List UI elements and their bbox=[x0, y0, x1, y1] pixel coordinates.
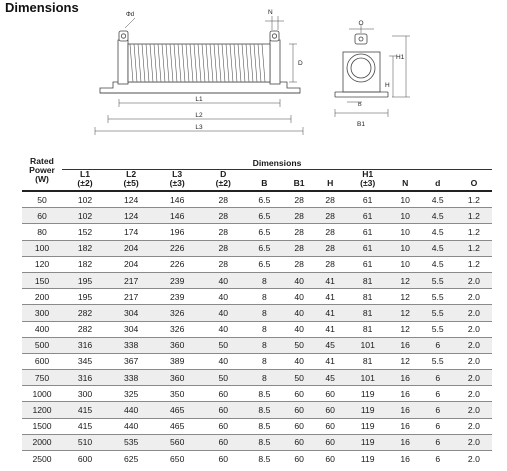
dimension-cell: 40 bbox=[200, 289, 246, 305]
rated-power-cell: 120 bbox=[22, 256, 62, 272]
dimension-cell: 5.5 bbox=[420, 272, 456, 288]
table-row bbox=[22, 353, 492, 369]
column-header bbox=[420, 170, 456, 192]
dimension-cell: 2.0 bbox=[456, 418, 492, 434]
dimension-cell: 5.5 bbox=[420, 289, 456, 305]
dimension-cell: 119 bbox=[345, 402, 391, 418]
dimension-cell: 12 bbox=[391, 305, 420, 321]
dimension-cell: 367 bbox=[108, 353, 154, 369]
dimension-cell: 2.0 bbox=[456, 402, 492, 418]
column-header-label: O bbox=[470, 178, 478, 188]
dimension-cell: 40 bbox=[200, 353, 246, 369]
rated-power-cell: 750 bbox=[22, 370, 62, 386]
dimension-cell: 146 bbox=[154, 208, 200, 224]
dimension-cell: 1.2 bbox=[456, 256, 492, 272]
dimension-cell: 282 bbox=[62, 305, 108, 321]
label-l2: L2 bbox=[195, 112, 203, 119]
dimension-cell: 28 bbox=[316, 224, 345, 240]
label-n-side: N bbox=[268, 9, 273, 16]
dimension-cell: 650 bbox=[154, 451, 200, 467]
dimension-cell: 152 bbox=[62, 224, 108, 240]
dimension-cell: 8.5 bbox=[246, 402, 282, 418]
dimension-cell: 4.5 bbox=[420, 208, 456, 224]
power-header-line: Power bbox=[29, 165, 55, 175]
dimension-cell: 28 bbox=[200, 256, 246, 272]
dimension-cell: 40 bbox=[282, 321, 315, 337]
dimension-cell: 1.2 bbox=[456, 240, 492, 256]
table-row bbox=[22, 240, 492, 256]
rated-power-cell: 100 bbox=[22, 240, 62, 256]
dimension-cell: 28 bbox=[200, 191, 246, 208]
dimension-cell: 16 bbox=[391, 402, 420, 418]
dimension-cell: 16 bbox=[391, 386, 420, 402]
dimension-cell: 239 bbox=[154, 272, 200, 288]
dimension-cell: 41 bbox=[316, 305, 345, 321]
dimension-cell: 195 bbox=[62, 272, 108, 288]
dimension-cell: 81 bbox=[345, 321, 391, 337]
dimension-cell: 41 bbox=[316, 272, 345, 288]
dimension-cell: 226 bbox=[154, 240, 200, 256]
column-header bbox=[345, 170, 391, 192]
dimension-cell: 50 bbox=[282, 337, 315, 353]
dimension-cell: 8 bbox=[246, 321, 282, 337]
column-header bbox=[316, 170, 345, 192]
dimension-cell: 510 bbox=[62, 434, 108, 450]
label-d: D bbox=[298, 60, 303, 67]
dimension-cell: 40 bbox=[282, 289, 315, 305]
rated-power-cell: 150 bbox=[22, 272, 62, 288]
column-header bbox=[456, 170, 492, 192]
rated-power-cell: 300 bbox=[22, 305, 62, 321]
dimension-cell: 239 bbox=[154, 289, 200, 305]
resistor-end-view bbox=[335, 34, 388, 97]
dimension-cell: 182 bbox=[62, 256, 108, 272]
column-header-label: D bbox=[220, 169, 227, 179]
rated-power-cell: 60 bbox=[22, 208, 62, 224]
dimension-cell: 60 bbox=[316, 402, 345, 418]
dimension-cell: 6.5 bbox=[246, 256, 282, 272]
dimension-cell: 4.5 bbox=[420, 224, 456, 240]
dimension-cell: 50 bbox=[200, 337, 246, 353]
dimension-cell: 119 bbox=[345, 451, 391, 467]
dimension-cell: 12 bbox=[391, 321, 420, 337]
dimension-cell: 124 bbox=[108, 208, 154, 224]
dimension-cell: 325 bbox=[108, 386, 154, 402]
dimension-cell: 61 bbox=[345, 256, 391, 272]
rated-power-cell: 500 bbox=[22, 337, 62, 353]
table-row bbox=[22, 386, 492, 402]
label-b1: B1 bbox=[357, 121, 365, 128]
dimension-cell: 6 bbox=[420, 370, 456, 386]
dimension-cell: 440 bbox=[108, 418, 154, 434]
power-header-line: (W) bbox=[35, 174, 49, 184]
rated-power-cell: 1000 bbox=[22, 386, 62, 402]
column-header-label: L3 bbox=[172, 169, 183, 179]
dimension-cell: 101 bbox=[345, 337, 391, 353]
dimension-cell: 415 bbox=[62, 418, 108, 434]
dimension-cell: 60 bbox=[200, 418, 246, 434]
dimension-cell: 28 bbox=[316, 191, 345, 208]
rated-power-cell: 1500 bbox=[22, 418, 62, 434]
dimension-cell: 1.2 bbox=[456, 191, 492, 208]
dimension-cell: 5.5 bbox=[420, 305, 456, 321]
dimension-cell: 60 bbox=[282, 451, 315, 467]
dimension-cell: 282 bbox=[62, 321, 108, 337]
table-row bbox=[22, 370, 492, 386]
rated-power-cell: 1200 bbox=[22, 402, 62, 418]
dimension-cell: 465 bbox=[154, 418, 200, 434]
dimension-cell: 81 bbox=[345, 272, 391, 288]
dimension-cell: 16 bbox=[391, 370, 420, 386]
dimension-cell: 360 bbox=[154, 337, 200, 353]
dimension-cell: 1.2 bbox=[456, 208, 492, 224]
dimension-cell: 60 bbox=[282, 386, 315, 402]
column-header-label: B1 bbox=[293, 178, 305, 188]
dimension-cell: 16 bbox=[391, 451, 420, 467]
table-row bbox=[22, 434, 492, 450]
dimension-cell: 625 bbox=[108, 451, 154, 467]
dimension-cell: 204 bbox=[108, 256, 154, 272]
dimension-cell: 8.5 bbox=[246, 451, 282, 467]
dimension-cell: 4.5 bbox=[420, 256, 456, 272]
dimension-cell: 326 bbox=[154, 305, 200, 321]
dimension-cell: 2.0 bbox=[456, 451, 492, 467]
table-row bbox=[22, 289, 492, 305]
dimension-cell: 6 bbox=[420, 434, 456, 450]
dimension-cell: 8 bbox=[246, 305, 282, 321]
table-row bbox=[22, 321, 492, 337]
table-row bbox=[22, 272, 492, 288]
dimension-cell: 41 bbox=[316, 321, 345, 337]
power-header-line: Rated bbox=[30, 156, 54, 166]
dimension-cell: 61 bbox=[345, 224, 391, 240]
dimension-cell: 28 bbox=[316, 240, 345, 256]
dimension-cell: 119 bbox=[345, 386, 391, 402]
rated-power-header bbox=[22, 157, 62, 191]
dimension-cell: 2.0 bbox=[456, 272, 492, 288]
dimension-cell: 195 bbox=[62, 289, 108, 305]
dimension-cell: 41 bbox=[316, 289, 345, 305]
column-header-label: L2 bbox=[126, 169, 137, 179]
column-header bbox=[246, 170, 282, 192]
label-o: O bbox=[358, 20, 364, 27]
dimension-cell: 10 bbox=[391, 224, 420, 240]
dimension-cell: 8 bbox=[246, 289, 282, 305]
label-phi-d: Φd bbox=[125, 12, 135, 18]
dimension-cell: 360 bbox=[154, 370, 200, 386]
table-row bbox=[22, 208, 492, 224]
dimension-cell: 28 bbox=[282, 208, 315, 224]
dimension-cell: 226 bbox=[154, 256, 200, 272]
dimension-cell: 535 bbox=[108, 434, 154, 450]
dimension-cell: 40 bbox=[282, 305, 315, 321]
dimension-cell: 60 bbox=[282, 402, 315, 418]
dimension-cell: 10 bbox=[391, 240, 420, 256]
dimension-cell: 102 bbox=[62, 191, 108, 208]
column-header bbox=[154, 170, 200, 192]
column-header bbox=[200, 170, 246, 192]
rated-power-cell: 200 bbox=[22, 289, 62, 305]
rated-power-cell: 2500 bbox=[22, 451, 62, 467]
table-row bbox=[22, 256, 492, 272]
column-header-tolerance: (±2) bbox=[77, 178, 93, 188]
column-header-tolerance: (±3) bbox=[169, 178, 185, 188]
dimension-cell: 4.5 bbox=[420, 240, 456, 256]
dimension-cell: 182 bbox=[62, 240, 108, 256]
page-title: Dimensions bbox=[5, 0, 79, 15]
dimension-cell: 1.2 bbox=[456, 224, 492, 240]
dimension-cell: 10 bbox=[391, 256, 420, 272]
dimension-cell: 6.5 bbox=[246, 240, 282, 256]
column-header bbox=[62, 170, 108, 192]
dimension-cell: 2.0 bbox=[456, 321, 492, 337]
dimension-cell: 8 bbox=[246, 370, 282, 386]
dimension-cell: 102 bbox=[62, 208, 108, 224]
column-header-label: H bbox=[327, 178, 334, 188]
dimension-cell: 2.0 bbox=[456, 353, 492, 369]
table-row bbox=[22, 402, 492, 418]
dimension-cell: 60 bbox=[282, 434, 315, 450]
dimension-cell: 40 bbox=[282, 353, 315, 369]
dimension-cell: 28 bbox=[282, 240, 315, 256]
dimension-cell: 300 bbox=[62, 386, 108, 402]
dimension-cell: 6 bbox=[420, 402, 456, 418]
rated-power-cell: 400 bbox=[22, 321, 62, 337]
dimension-cell: 60 bbox=[200, 451, 246, 467]
dimension-cell: 600 bbox=[62, 451, 108, 467]
label-h: H bbox=[385, 82, 390, 89]
dimension-cell: 6 bbox=[420, 337, 456, 353]
dimension-cell: 16 bbox=[391, 418, 420, 434]
dimensions-group-header: Dimensions bbox=[62, 157, 492, 170]
dimension-cell: 50 bbox=[282, 370, 315, 386]
column-header-row bbox=[22, 170, 492, 192]
dimension-cell: 81 bbox=[345, 353, 391, 369]
dimension-cell: 45 bbox=[316, 337, 345, 353]
rated-power-cell: 80 bbox=[22, 224, 62, 240]
column-header-label: N bbox=[402, 178, 409, 188]
column-header-label: B bbox=[261, 178, 268, 188]
dimension-cell: 28 bbox=[282, 224, 315, 240]
dimension-cell: 8.5 bbox=[246, 418, 282, 434]
label-l3: L3 bbox=[195, 124, 203, 131]
dimension-cell: 4.5 bbox=[420, 191, 456, 208]
dimensions-table bbox=[22, 157, 492, 466]
table-row bbox=[22, 191, 492, 208]
label-h1: H1 bbox=[396, 54, 405, 61]
dimension-cell: 12 bbox=[391, 272, 420, 288]
dimension-cell: 40 bbox=[200, 321, 246, 337]
column-header bbox=[282, 170, 315, 192]
dimension-cell: 2.0 bbox=[456, 289, 492, 305]
dimension-cell: 60 bbox=[200, 434, 246, 450]
dimension-cell: 28 bbox=[282, 191, 315, 208]
dimension-cell: 2.0 bbox=[456, 337, 492, 353]
dimension-cell: 6 bbox=[420, 386, 456, 402]
dimension-cell: 338 bbox=[108, 370, 154, 386]
dimension-cell: 10 bbox=[391, 208, 420, 224]
table-row bbox=[22, 305, 492, 321]
dimension-cell: 119 bbox=[345, 434, 391, 450]
dimension-cell: 101 bbox=[345, 370, 391, 386]
dimension-cell: 61 bbox=[345, 208, 391, 224]
rated-power-cell: 50 bbox=[22, 191, 62, 208]
dimension-cell: 415 bbox=[62, 402, 108, 418]
dimension-cell: 28 bbox=[200, 224, 246, 240]
dimension-drawing bbox=[0, 0, 507, 150]
dimension-cell: 16 bbox=[391, 434, 420, 450]
rated-power-cell: 600 bbox=[22, 353, 62, 369]
dimension-cell: 60 bbox=[316, 418, 345, 434]
resistor-side-view bbox=[100, 31, 300, 93]
column-header-label: d bbox=[435, 178, 441, 188]
dimension-cell: 40 bbox=[200, 272, 246, 288]
dimension-cell: 60 bbox=[316, 434, 345, 450]
column-header-tolerance: (±5) bbox=[123, 178, 139, 188]
dimension-cell: 8 bbox=[246, 337, 282, 353]
dimension-cell: 40 bbox=[200, 305, 246, 321]
dimension-cell: 316 bbox=[62, 370, 108, 386]
dimension-cell: 28 bbox=[316, 208, 345, 224]
dimension-cell: 28 bbox=[282, 256, 315, 272]
dimension-cell: 50 bbox=[200, 370, 246, 386]
dimension-cell: 8 bbox=[246, 272, 282, 288]
dimension-cell: 61 bbox=[345, 191, 391, 208]
dimension-cell: 6 bbox=[420, 451, 456, 467]
dimension-cell: 217 bbox=[108, 289, 154, 305]
table-row bbox=[22, 337, 492, 353]
dimension-cell: 326 bbox=[154, 321, 200, 337]
dimension-cell: 119 bbox=[345, 418, 391, 434]
dimension-cell: 28 bbox=[200, 240, 246, 256]
dimension-cell: 12 bbox=[391, 289, 420, 305]
dimension-cell: 2.0 bbox=[456, 386, 492, 402]
dimension-cell: 28 bbox=[316, 256, 345, 272]
column-header-tolerance: (±2) bbox=[215, 178, 231, 188]
dimension-cell: 5.5 bbox=[420, 321, 456, 337]
dimension-cell: 40 bbox=[282, 272, 315, 288]
dimension-cell: 196 bbox=[154, 224, 200, 240]
table-group-header bbox=[22, 157, 492, 170]
dimension-cell: 8.5 bbox=[246, 434, 282, 450]
column-header-label: L1 bbox=[80, 169, 91, 179]
dimension-cell: 60 bbox=[316, 451, 345, 467]
dimension-cell: 440 bbox=[108, 402, 154, 418]
column-header bbox=[391, 170, 420, 192]
dimension-cell: 41 bbox=[316, 353, 345, 369]
dimension-cell: 6.5 bbox=[246, 224, 282, 240]
column-header-label: H1 bbox=[362, 169, 374, 179]
rated-power-cell: 2000 bbox=[22, 434, 62, 450]
dimension-cell: 2.0 bbox=[456, 370, 492, 386]
dimension-cell: 81 bbox=[345, 289, 391, 305]
dimension-cell: 304 bbox=[108, 305, 154, 321]
dimension-cell: 60 bbox=[200, 402, 246, 418]
dimension-cell: 28 bbox=[200, 208, 246, 224]
dimension-cell: 338 bbox=[108, 337, 154, 353]
dimension-cell: 6.5 bbox=[246, 191, 282, 208]
dimension-cell: 2.0 bbox=[456, 305, 492, 321]
dimension-cell: 60 bbox=[316, 386, 345, 402]
dimension-cell: 60 bbox=[282, 418, 315, 434]
dimension-cell: 6.5 bbox=[246, 208, 282, 224]
table-body bbox=[22, 191, 492, 466]
dimension-cell: 5.5 bbox=[420, 353, 456, 369]
dimension-cell: 8.5 bbox=[246, 386, 282, 402]
label-l1: L1 bbox=[195, 96, 203, 103]
dimension-cell: 10 bbox=[391, 191, 420, 208]
table-row bbox=[22, 418, 492, 434]
column-header bbox=[108, 170, 154, 192]
dimension-cell: 6 bbox=[420, 418, 456, 434]
dimension-cell: 45 bbox=[316, 370, 345, 386]
dimension-cell: 316 bbox=[62, 337, 108, 353]
dimension-cell: 146 bbox=[154, 191, 200, 208]
dimension-cell: 2.0 bbox=[456, 434, 492, 450]
dimension-cell: 8 bbox=[246, 353, 282, 369]
dimension-cell: 124 bbox=[108, 191, 154, 208]
dimension-cell: 16 bbox=[391, 337, 420, 353]
label-b: B bbox=[358, 102, 362, 108]
dimension-cell: 60 bbox=[200, 386, 246, 402]
dimension-cell: 217 bbox=[108, 272, 154, 288]
dimension-cell: 61 bbox=[345, 240, 391, 256]
dimension-cell: 345 bbox=[62, 353, 108, 369]
dimension-cell: 465 bbox=[154, 402, 200, 418]
dimension-cell: 81 bbox=[345, 305, 391, 321]
dimension-cell: 560 bbox=[154, 434, 200, 450]
dimension-cell: 204 bbox=[108, 240, 154, 256]
table-row bbox=[22, 224, 492, 240]
dimension-cell: 12 bbox=[391, 353, 420, 369]
dimension-cell: 304 bbox=[108, 321, 154, 337]
column-header-tolerance: (±3) bbox=[360, 178, 376, 188]
dimension-cell: 174 bbox=[108, 224, 154, 240]
dimension-cell: 389 bbox=[154, 353, 200, 369]
table-row bbox=[22, 451, 492, 467]
dimension-cell: 350 bbox=[154, 386, 200, 402]
